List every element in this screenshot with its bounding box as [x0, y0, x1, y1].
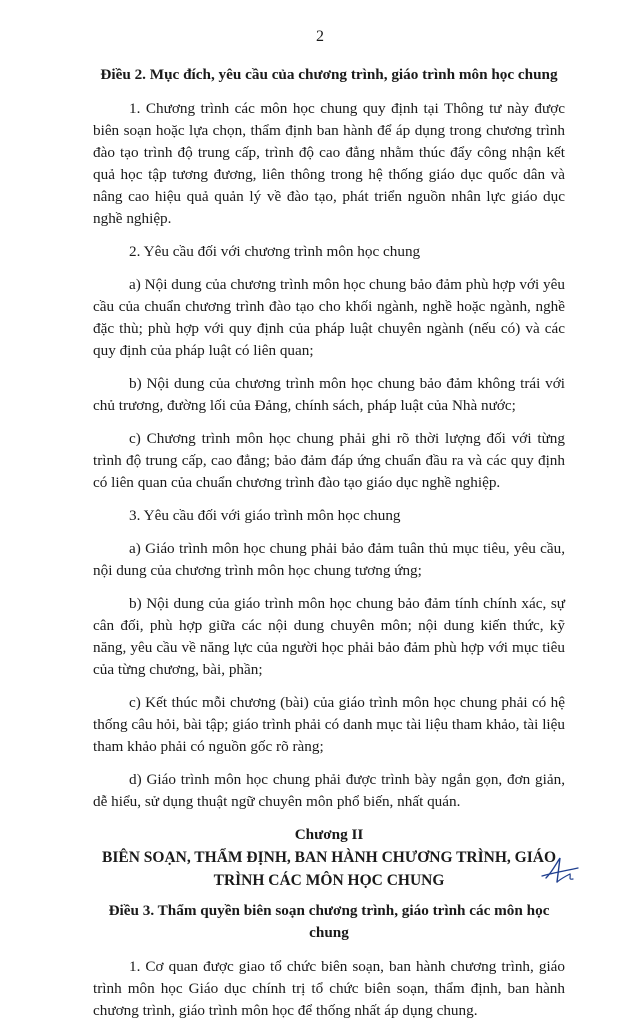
- chapter-title-line-1: BIÊN SOẠN, THẨM ĐỊNH, BAN HÀNH CHƯƠNG TRÌNH, GIÁO: [102, 849, 556, 866]
- article-2-paragraph-3c: c) Kết thúc mỗi chương (bài) của giáo trình môn học chung phải có hệ thống câu hỏi, bài tập; giáo trình phải có danh mục tài liệu tham khảo, tài liệu tham khảo phải có nguồn gốc rõ ràng;: [93, 694, 565, 755]
- article-2-paragraph-2a: a) Nội dung của chương trình môn học chung bảo đảm phù hợp với yêu cầu của chuẩn chương trình đào tạo cho khối ngành, nghề hoặc ngành, nghề đặc thù; phù hợp với quy định của pháp luật chuyên ngành (nếu có) và các quy định của pháp luật có liên quan;: [93, 276, 565, 359]
- page-number: 2: [316, 28, 324, 45]
- article-2-paragraph-3: 3. Yêu cầu đối với giáo trình môn học chung: [129, 507, 401, 524]
- article-2-paragraph-3b: b) Nội dung của giáo trình môn học chung bảo đảm tính chính xác, sự cân đối, phù hợp giữa các nội dung chuyên môn; nội dung kiến thức, kỹ năng, yêu cầu về năng lực của người học phải bảo đảm phù hợp với mục tiêu của từng chương, bài, phần;: [93, 595, 565, 678]
- article-2-title: Điều 2. Mục đích, yêu cầu của chương trình, giáo trình môn học chung: [100, 66, 558, 83]
- chapter-title-line-2: TRÌNH CÁC MÔN HỌC CHUNG: [213, 872, 445, 889]
- article-3-paragraph-1: 1. Cơ quan được giao tổ chức biên soạn, ban hành chương trình, giáo trình môn học Giáo dục chính trị tổ chức biên soạn, thẩm định, ban hành chương trình, giáo trình môn học để thống nhất áp dụng chung.: [93, 958, 565, 1019]
- article-2-paragraph-3d: d) Giáo trình môn học chung phải được trình bày ngắn gọn, đơn giản, dễ hiểu, sử dụng thuật ngữ chuyên môn phổ biến, nhất quán.: [93, 771, 565, 810]
- chapter-title: [93, 846, 565, 892]
- article-2-paragraph-1: 1. Chương trình các môn học chung quy định tại Thông tư này được biên soạn hoặc lựa chọn, thẩm định ban hành để áp dụng trong chương trình đào tạo trình độ trung cấp, trình độ cao đẳng nhằm thúc đẩy công nhận kết quả học tập tương đương, liên thông trong hệ thống giáo dục quốc dân và nâng cao hiệu quả quản lý về đào tạo, phát triển nguồn nhân lực giáo dục nghề nghiệp.: [93, 100, 565, 227]
- article-2-paragraph-3a: a) Giáo trình môn học chung phải bảo đảm tuân thủ mục tiêu, yêu cầu, nội dung của chương trình môn học chung tương ứng;: [93, 540, 565, 579]
- chapter-label: Chương II: [294, 826, 364, 843]
- signature-mark: [540, 854, 580, 888]
- article-2-paragraph-2b: b) Nội dung của chương trình môn học chung bảo đảm không trái với chủ trương, đường lối của Đảng, chính sách, pháp luật của Nhà nước;: [93, 375, 565, 414]
- article-3-title: Điều 3. Thẩm quyền biên soạn chương trình, giáo trình các môn học chung: [108, 902, 550, 941]
- article-2-paragraph-2c: c) Chương trình môn học chung phải ghi rõ thời lượng đối với từng trình độ trung cấp, cao đẳng; bảo đảm đáp ứng chuẩn đầu ra và các quy định có liên quan của chuẩn chương trình đào tạo giáo dục nghề nghiệp.: [93, 430, 565, 491]
- article-2-paragraph-2: 2. Yêu cầu đối với chương trình môn học chung: [129, 243, 421, 260]
- document-body: [93, 64, 565, 1033]
